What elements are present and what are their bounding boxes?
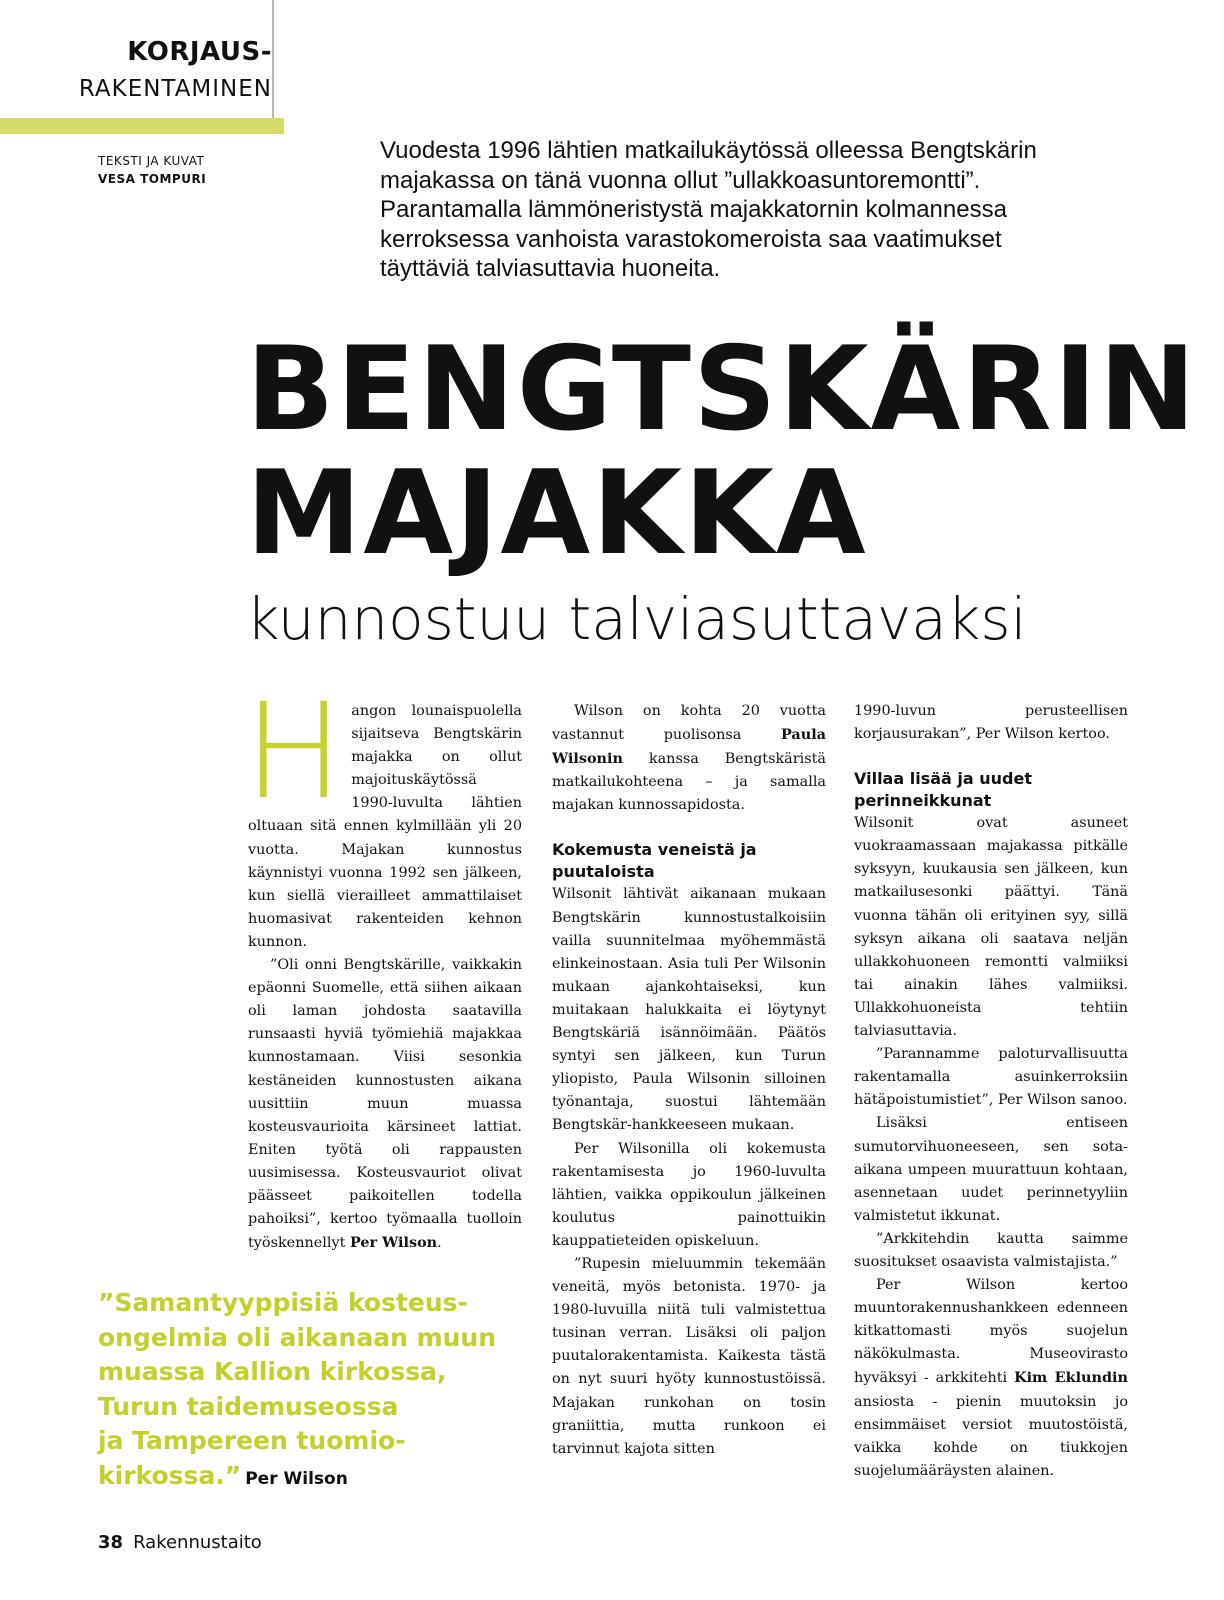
credits-label: TEKSTI JA KUVAT: [98, 154, 205, 168]
body-text: kanssa Bengtskäristä matkailukohteena – ja samalla majakan kunnossapidosta.: [552, 751, 826, 814]
article-title-line2: MAJAKKA: [246, 446, 868, 581]
body-paragraph: ”Rupesin mieluummin tekemään veneitä, myös betonista. 1970- ja 1980-luvuilla niitä tuli valmistettua tusinan verran. Lisäksi oli paljon puutalorakentamista. Kaikesta tästä on nyt suuri hyöty kunnostustöissä. Majakan runkohan on tosin graniittia, mutta runkoon ei tarvinnut kajota sitten: [552, 1255, 826, 1457]
section-accent-bar: [0, 118, 284, 134]
body-paragraph: Lisäksi entiseen sumutorvihuoneeseen, sen sota-aikana umpeen muurattuun kohtaan, asennetaan uudet perinnetyyliin valmistetut ikkunat.: [854, 1115, 1128, 1224]
body-paragraph: Wilsonit lähtivät aikanaan mukaan Bengtskärin kunnostustalkoisiin vailla suunnitelmaa myöhemmästä elinkeinostaan. Asia tuli Per Wilsonin mukaan ajankohtaiseksi, kun muitakaan halukkaita ei löytynyt Bengtskäriä isännöimään. Päätös syntyi sen jälkeen, kun Turun yliopisto, Paula Wilsonin silloinen työnantaja, suostui lähtemään Bengtskär-hankkeeseen mukaan.: [552, 886, 826, 1134]
section-label-line2: RAKENTAMINEN: [78, 76, 272, 102]
body-paragraph: ”Parannamme paloturvallisuutta rakentamalla asuinkerroksiin hätäpoistumistiet”, Per Wilson sanoo.: [854, 1046, 1128, 1109]
article-title: [246, 322, 1198, 581]
pull-quote: [98, 1286, 538, 1496]
credits-author: VESA TOMPURI: [98, 172, 207, 186]
person-name: Per Wilson: [349, 1234, 438, 1252]
publication-name: Rakennustaito: [133, 1532, 262, 1553]
subheading: Kokemusta veneistä ja puutaloista: [552, 840, 757, 882]
page-footer: [98, 1532, 262, 1553]
person-name: Paula Wilsonin: [552, 726, 826, 768]
body-column-1: [244, 675, 522, 1255]
section-divider-line: [272, 0, 274, 124]
article-title-line1: BENGTSKÄRIN: [246, 322, 1198, 457]
body-paragraph: [854, 1274, 1128, 1483]
pull-quote-line: kirkossa.”: [98, 1460, 242, 1490]
body-paragraph: angon lounaispuolella sijaitseva Bengtskärin majakka on ollut majoituskäytössä 1990-luvulta lähtien oltuaan sitä ennen kylmillään yli 20 vuotta. Majakan kunnostus käynnistyi vuonna 1992 sen jälkeen, kun siellä vierailleet ammattilaiset huomasivat rakenteiden kehnon kunnon.: [248, 703, 522, 950]
body-paragraph: Wilsonit ovat asuneet vuokraamassaan majakassa pitkälle syksyyn, kuukausia sen jälkeen, kun matkailusesonki päättyi. Tänä vuonna tähän oli erityinen syy, sillä syksyn aikana oli saatava neljän ullakkohuoneen remontti valmiiksi tai ainakin lähes valmiiksi. Ullakkohuoneista tehtiin talviasuttavia.: [854, 815, 1128, 1040]
subheading: Villaa lisää ja uudet perinneikkunat: [854, 769, 1032, 811]
lead-line: kerroksessa vanhoista varastokomeroista saa vaatimukset: [380, 225, 1002, 253]
lead-line: Parantamalla lämmöneristystä majakkatornin kolmannessa: [380, 196, 1007, 223]
lead-line: Vuodesta 1996 lähtien matkailukäytössä olleessa Bengtskärin: [380, 137, 1037, 164]
body-paragraph: [552, 700, 826, 817]
pull-quote-last-line: [98, 1459, 538, 1497]
lead-line: täyttäviä talviasuttavia huoneita.: [380, 255, 721, 282]
body-paragraph: ”Arkkitehdin kautta saimme suositukset osaavista valmistajista.”: [854, 1230, 1128, 1270]
lead-line: majakassa on tänä vuonna ollut ”ullakkoasuntoremontti”.: [380, 166, 981, 194]
body-paragraph: Per Wilsonilla oli kokemusta rakentamisesta jo 1960-luvulta lähtien, vaikka oppikoulun jälkeinen koulutus painottuikin kauppatieteiden opiskeluun.: [552, 1140, 826, 1249]
body-text: Per Wilson kertoo muuntorakennushankkeen edenneen kitkattomasti myös suojelun näkökulmasta. Museovirasto hyväksyi - arkkitehti: [854, 1277, 1128, 1387]
pull-quote-line: ongelmia oli aikanaan muun: [98, 1322, 497, 1352]
body-paragraph: 1990-luvun perusteellisen korjausurakan”, Per Wilson kertoo.: [854, 703, 1128, 743]
body-text: Wilson on kohta 20 vuotta vastannut puolisonsa: [552, 703, 826, 744]
body-text: .: [437, 1235, 442, 1252]
section-label-line1: KORJAUS-: [127, 37, 272, 67]
pull-quote-attribution: Per Wilson: [245, 1468, 348, 1489]
body-column-2: [552, 700, 826, 1461]
body-text: ansiosta - pienin muutoksin jo ensimmäiset versiot muutostöistä, vaikka kohde on tiukkojen suojelumääräysten alainen.: [854, 1393, 1128, 1479]
drop-cap: H: [244, 675, 344, 829]
body-column-3: [854, 700, 1128, 1483]
pull-quote-line: ja Tampereen tuomio-: [98, 1426, 406, 1455]
lead-paragraph: [380, 136, 1140, 284]
pull-quote-line: Turun taidemuseossa: [98, 1391, 399, 1421]
pull-quote-line: ”Samantyyppisiä kosteus-: [98, 1288, 468, 1317]
body-paragraph: [248, 954, 522, 1255]
page-number: 38: [98, 1532, 124, 1553]
pull-quote-line: muassa Kallion kirkossa,: [98, 1357, 447, 1386]
body-text: ”Oli onni Bengtskärille, vaikkakin epäonni Suomelle, että siihen aikaan oli laman johdosta saatavilla runsaasti hyviä työmiehiä majakkaa kunnostamaan. Viisi sesonkia kestäneiden kunnostusten aikana uusittiin muun muassa kosteusvaurioita kärsineet lattiat. Eniten työtä oli rappausten uusimisessa. Kosteusvauriot olivat päässeet paikoitellen todella pahoiksi”, kertoo työmaalla tuolloin työskennellyt: [248, 957, 522, 1252]
person-name: Kim Eklundin: [1014, 1369, 1128, 1387]
article-subtitle: kunnostuu talviasuttavaksi: [246, 585, 1027, 653]
